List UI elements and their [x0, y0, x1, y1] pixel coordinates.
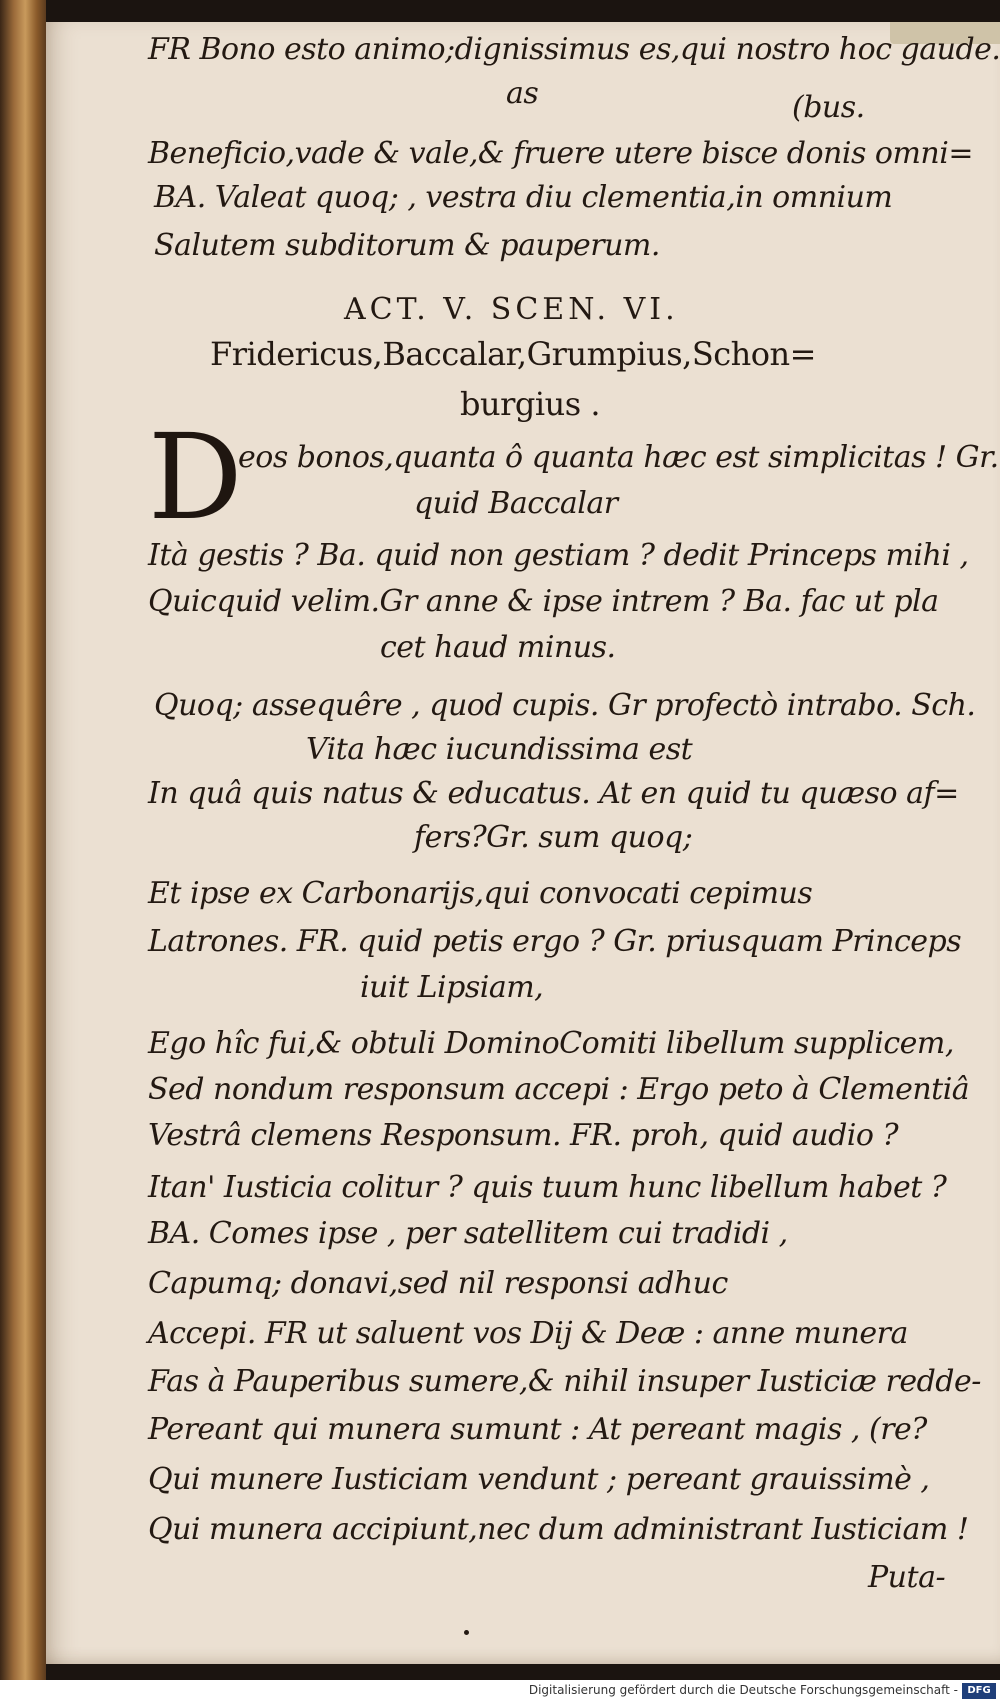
line-3: (bus. [792, 90, 865, 125]
line-22: Ego hîc fui,& obtuli DominoComiti libellum supplicem, [148, 1026, 954, 1061]
book-binding [0, 0, 46, 1680]
line-15: Quoq; assequêre , quod cupis. Gr profectò intrabo. Sch. [154, 688, 976, 723]
catchword: Puta- [868, 1560, 946, 1595]
line-29: Fas à Pauperibus sumere,& nihil insuper Iusticiæ redde- [148, 1364, 981, 1399]
line-32: Qui munera accipiunt,nec dum administrant Iusticiam ! [148, 1512, 969, 1547]
line-18: fers?Gr. sum quoq; [414, 820, 693, 855]
digitization-footer [0, 1680, 1000, 1702]
line-27: Capumq; donavi,sed nil responsi adhuc [148, 1266, 728, 1301]
line-5: BA. Valeat quoq; , vestra diu clementia,in omnium [154, 180, 893, 215]
line-16: Vita hæc iucundissima est [306, 732, 693, 767]
line-1: FR Bono esto animo;dignissimus es,qui nostro hoc gaude. [148, 32, 1000, 67]
line-25: Itan' Iusticia colitur ? quis tuum hunc libellum habet ? [148, 1170, 947, 1205]
drop-capital: D [148, 408, 243, 546]
dfg-logo: DFG [962, 1683, 996, 1699]
line-11: quid Baccalar [414, 486, 618, 521]
line-30: Pereant qui munera sumunt : At pereant magis , (re? [148, 1412, 927, 1447]
line-19: Et ipse ex Carbonarijs,qui convocati cepimus [148, 876, 813, 911]
line-26: BA. Comes ipse , per satellitem cui tradidi , [148, 1216, 788, 1251]
line-10: eos bonos,quanta ô quanta hæc est simplicitas ! Gr. [238, 440, 999, 475]
line-23: Sed nondum responsum accepi : Ergo peto à Clementiâ [148, 1072, 970, 1107]
speakers-line-1: Fridericus,Baccalar,Grumpius,Schon= [210, 335, 816, 373]
speakers-line-2: burgius . [460, 385, 600, 423]
line-13: Quicquid velim.Gr anne & ipse intrem ? Ba. fac ut pla [148, 584, 939, 619]
line-21: iuit Lipsiam, [360, 970, 544, 1005]
line-31: Qui munere Iusticiam vendunt ; pereant grauissimè , [148, 1462, 930, 1497]
act-scene-heading: ACT. V. SCEN. VI. [344, 292, 679, 327]
footer-credit: Digitalisierung gefördert durch die Deutsche Forschungsgemeinschaft - [528, 1683, 958, 1697]
line-6: Salutem subditorum & pauperum. [154, 228, 660, 263]
line-17: In quâ quis natus & educatus. At en quid tu quæso af= [148, 776, 959, 811]
line-12: Ità gestis ? Ba. quid non gestiam ? dedit Princeps mihi , [148, 538, 969, 573]
line-14: cet haud minus. [380, 630, 616, 665]
line-4: Beneficio,vade & vale,& fruere utere bisce donis omni= [148, 136, 973, 171]
page-mark [464, 1630, 469, 1635]
line-28: Accepi. FR ut saluent vos Dij & Deæ : anne munera [148, 1316, 908, 1351]
line-24: Vestrâ clemens Responsum. FR. proh, quid audio ? [148, 1118, 899, 1153]
line-2: as [506, 76, 539, 111]
line-20: Latrones. FR. quid petis ergo ? Gr. priusquam Princeps [148, 924, 962, 959]
